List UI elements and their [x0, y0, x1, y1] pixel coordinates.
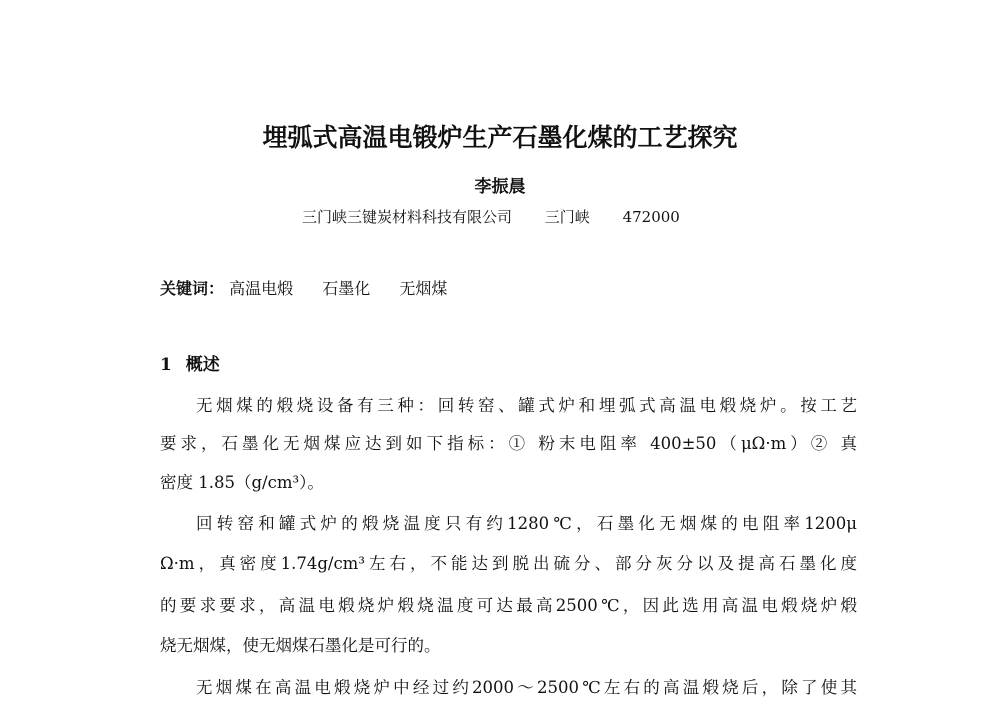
- affiliation-postcode: 472000: [622, 208, 680, 226]
- body-text-line: 回转窑和罐式炉的煅烧温度只有约1280℃，石墨化无烟煤的电阻率1200μ: [196, 514, 857, 533]
- author-name: 李振晨: [474, 177, 526, 197]
- keyword-item: 石墨化: [322, 279, 371, 298]
- keywords: [160, 276, 447, 299]
- keyword-item: 无烟煤: [399, 279, 448, 298]
- keywords-label: 关键词：: [160, 279, 225, 298]
- affiliation-city: 三门峡: [544, 208, 590, 226]
- affiliation: [302, 206, 680, 227]
- body-text-line: 无烟煤在高温电煅烧炉中经过约2000～2500℃左右的高温煅烧后，除了使其: [196, 678, 857, 697]
- body-text-line: 的要求要求，高温电煅烧炉煅烧温度可达最高2500℃，因此选用高温电煅烧炉煅: [160, 596, 857, 615]
- section-heading: [160, 350, 220, 375]
- section-number: 1: [160, 355, 172, 375]
- body-text-line: 烧无烟煤，使无烟煤石墨化是可行的。: [160, 636, 441, 655]
- keyword-item: 高温电煅: [229, 279, 294, 298]
- body-text-line: 无烟煤的煅烧设备有三种：回转窑、罐式炉和埋弧式高温电煅烧炉。按工艺: [196, 396, 857, 415]
- body-text-line: Ω·m，真密度1.74g/cm³左右，不能达到脱出硫分、部分灰分以及提高石墨化度: [160, 554, 857, 573]
- affiliation-organization: 三门峡三键炭材料科技有限公司: [302, 208, 513, 226]
- body-text-line: 密度 1.85（g/cm³）。: [160, 473, 324, 492]
- body-text-line: 要求，石墨化无烟煤应达到如下指标：① 粉末电阻率 400±50（μΩ·m）② 真: [160, 434, 857, 453]
- paper-title: 埋弧式高温电锻炉生产石墨化煤的工艺探究: [262, 123, 738, 152]
- section-title: 概述: [185, 355, 220, 375]
